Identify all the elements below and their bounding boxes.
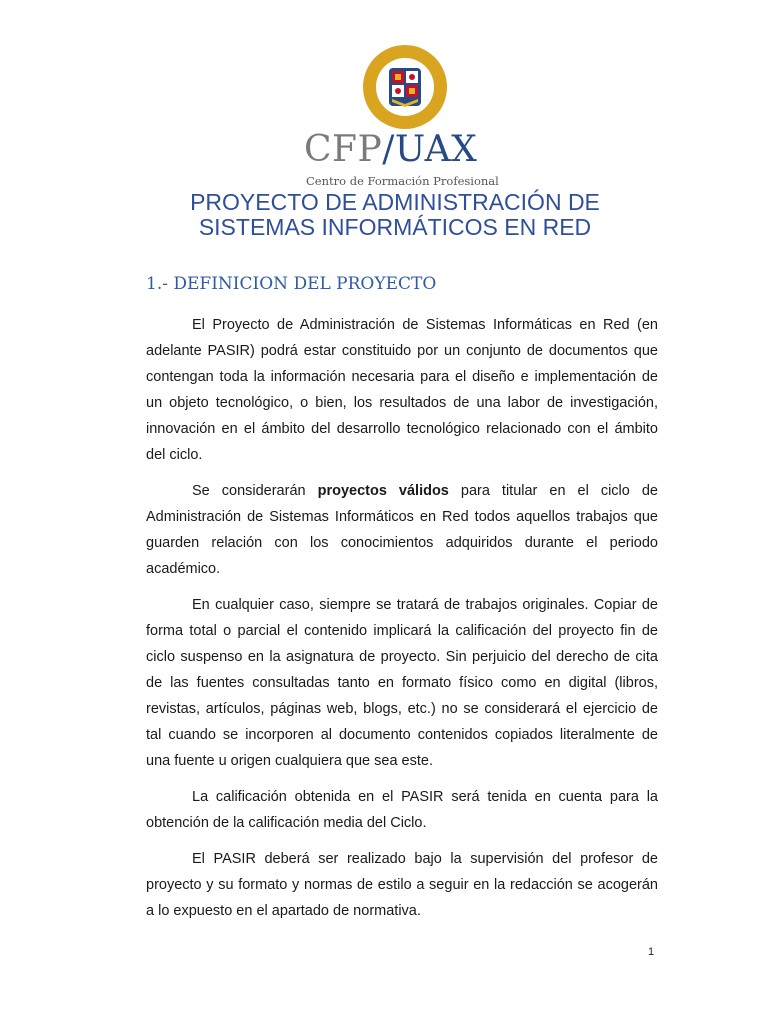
brand-left: CFP bbox=[304, 129, 383, 170]
title-line-1: PROYECTO DE ADMINISTRACIÓN DE bbox=[190, 189, 600, 215]
brand-wordmark bbox=[304, 130, 514, 170]
seal-emblem-icon bbox=[362, 44, 448, 130]
document-title bbox=[150, 190, 640, 240]
section-heading: 1.- DEFINICION DEL PROYECTO bbox=[146, 274, 437, 294]
title-line-2: SISTEMAS INFORMÁTICOS EN RED bbox=[198, 214, 592, 240]
paragraph-4: La calificación obtenida en el PASIR será tenida en cuenta para la obtención de la calificación media del Ciclo. bbox=[146, 789, 658, 831]
page-number: 1 bbox=[648, 946, 655, 958]
brand-subtitle: Centro de Formación Profesional bbox=[306, 174, 499, 188]
paragraph-3: En cualquier caso, siempre se tratará de trabajos originales. Copiar de forma total o parcial el contenido implicará la calificación del proyecto fin de ciclo suspenso en la asignatura de proyecto. Sin perjuicio del derecho de cita de las fuentes consultadas tanto en formato físico como en digital (libros, revistas, artículos, páginas web, blogs, etc.) no se considerará el ejercicio de tal cuando se incorporen al documento contenidos copiados literalmente de una fuente u origen cualquiera que sea este. bbox=[146, 597, 658, 769]
paragraph-5: El PASIR deberá ser realizado bajo la supervisión del profesor de proyecto y su formato y normas de estilo a seguir en la redacción se acogerán a lo expuesto en el apartado de normativa. bbox=[146, 851, 658, 919]
paragraph-1: El Proyecto de Administración de Sistemas Informáticas en Red (en adelante PASIR) podrá estar constituido por un conjunto de documentos que contengan toda la información necesaria para el diseño e implementación de un objeto tecnológico, o bien, los resultados de una labor de investigación, innovación en el ámbito del desarrollo tecnológico relacionado con el ámbito del ciclo. bbox=[146, 317, 658, 463]
brand-right: UAX bbox=[394, 129, 478, 170]
paragraph-2-end: para titular en el ciclo de Administración de Sistemas Informáticos en Red todos aquellos trabajos que guarden relación con los conocimientos adquiridos durante el periodo académico. bbox=[146, 483, 658, 577]
paragraph-2-bold: proyectos válidos bbox=[317, 483, 449, 499]
brand-slash: / bbox=[382, 129, 395, 170]
cfp-uax-logo bbox=[290, 44, 520, 194]
paragraph-2 bbox=[146, 478, 658, 582]
paragraph-2-start: Se considerarán bbox=[192, 483, 318, 499]
document-body bbox=[146, 312, 658, 934]
